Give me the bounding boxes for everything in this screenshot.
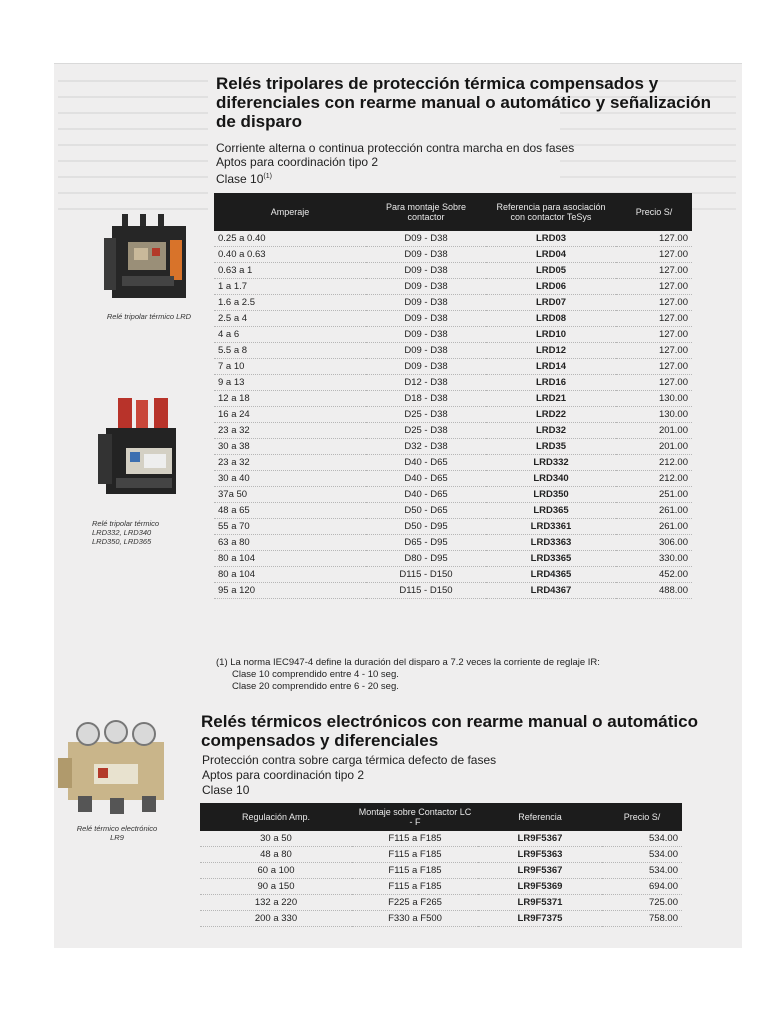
cell-reg: 30 a 50: [200, 831, 352, 847]
cell-ref: LR9F7375: [478, 911, 602, 927]
header-amperaje: Amperaje: [214, 193, 366, 231]
cell-ref: LRD3361: [486, 519, 616, 535]
cell-mont: D80 - D95: [366, 551, 486, 567]
cell-mont: F225 a F265: [352, 895, 478, 911]
cell-price: 534.00: [602, 863, 682, 879]
table-row: [214, 343, 692, 359]
table-row: [214, 567, 692, 583]
cell-mont: F115 a F185: [352, 831, 478, 847]
cell-ref: LRD04: [486, 247, 616, 263]
cell-price: 127.00: [616, 263, 692, 279]
cell-price: 127.00: [616, 295, 692, 311]
cell-ref: LRD332: [486, 455, 616, 471]
cell-price: 725.00: [602, 895, 682, 911]
table-row: [200, 895, 682, 911]
footnote: [216, 657, 716, 693]
table-row: [214, 247, 692, 263]
cell-amp: 9 a 13: [214, 375, 366, 391]
cell-amp: 5.5 a 8: [214, 343, 366, 359]
cell-mont: D12 - D38: [366, 375, 486, 391]
table-row: [200, 831, 682, 847]
table-row: [214, 439, 692, 455]
cell-price: 130.00: [616, 407, 692, 423]
footnote-line-3: Clase 20 comprendido entre 6 - 20 seg.: [232, 681, 399, 692]
table-row: [214, 535, 692, 551]
section1-clase-label: Clase 10: [216, 172, 264, 186]
cell-mont: D09 - D38: [366, 247, 486, 263]
cell-amp: 37a 50: [214, 487, 366, 503]
table-row: [214, 359, 692, 375]
cell-ref: LR9F5363: [478, 847, 602, 863]
header-referencia: Referencia para asociación con contactor TeSys: [486, 193, 616, 231]
table-row: [214, 583, 692, 599]
cell-amp: 2.5 a 4: [214, 311, 366, 327]
section1-title-line-2: diferenciales con rearme manual o automático y señalización: [216, 93, 712, 112]
cell-amp: 30 a 40: [214, 471, 366, 487]
cell-ref: LRD35: [486, 439, 616, 455]
cell-ref: LRD3365: [486, 551, 616, 567]
cell-price: 306.00: [616, 535, 692, 551]
cell-mont: D09 - D38: [366, 231, 486, 247]
caption-relay-lrd332-line-3: LRD350, LRD365: [92, 537, 152, 546]
cell-amp: 16 a 24: [214, 407, 366, 423]
table-row: [200, 863, 682, 879]
table-row: [214, 407, 692, 423]
cell-amp: 30 a 38: [214, 439, 366, 455]
section1-title-line-3: de disparo: [216, 112, 302, 131]
header-precio: Precio S/: [616, 193, 692, 231]
cell-mont: D09 - D38: [366, 343, 486, 359]
caption-relay-lrd332: [92, 519, 184, 546]
section1-title-line-1: Relés tripolares de protección térmica compensados y: [216, 74, 659, 93]
cell-mont: F115 a F185: [352, 847, 478, 863]
cell-ref: LRD10: [486, 327, 616, 343]
header-referencia-lr9: Referencia: [478, 803, 602, 831]
cell-price: 758.00: [602, 911, 682, 927]
table-row: [214, 423, 692, 439]
cell-mont: D65 - D95: [366, 535, 486, 551]
cell-mont: D25 - D38: [366, 407, 486, 423]
section1-subtitle-2: Aptos para coordinación tipo 2: [216, 155, 379, 169]
caption-relay-lr9-line-1: Relé térmico electrónico: [76, 824, 158, 833]
section1-title: [216, 74, 736, 131]
caption-relay-lr9: [64, 824, 170, 842]
section2-title-line-2: compensados y diferenciales: [201, 731, 439, 750]
table-row: [214, 327, 692, 343]
table-row: [214, 295, 692, 311]
cell-mont: D40 - D65: [366, 487, 486, 503]
cell-mont: F115 a F185: [352, 879, 478, 895]
table-row: [214, 279, 692, 295]
cell-mont: D40 - D65: [366, 471, 486, 487]
cell-mont: D09 - D38: [366, 327, 486, 343]
section2-title-line-1: Relés térmicos electrónicos con rearme manual o automático: [201, 712, 698, 731]
footnote-ref: (1): [263, 173, 272, 180]
cell-reg: 132 a 220: [200, 895, 352, 911]
cell-amp: 95 a 120: [214, 583, 366, 599]
cell-amp: 23 a 32: [214, 423, 366, 439]
section2-subtitle-3: Clase 10: [202, 783, 250, 797]
table-row: [214, 551, 692, 567]
relay-lrd-image: [104, 212, 192, 304]
cell-ref: LRD21: [486, 391, 616, 407]
cell-mont: D115 - D150: [366, 567, 486, 583]
footnote-line-1: (1) La norma IEC947-4 define la duración del disparo a 7.2 veces la corriente de reglaje IR:: [216, 657, 600, 668]
table-row: [214, 263, 692, 279]
header-regulacion: Regulación Amp.: [200, 803, 352, 831]
cell-ref: LRD03: [486, 231, 616, 247]
cell-ref: LRD16: [486, 375, 616, 391]
section1-subtitle-3: [216, 170, 272, 186]
table-row: [214, 311, 692, 327]
cell-ref: LRD365: [486, 503, 616, 519]
lrd-table-header: [214, 193, 692, 231]
cell-mont: D09 - D38: [366, 359, 486, 375]
table-row: [200, 847, 682, 863]
cell-mont: D25 - D38: [366, 423, 486, 439]
cell-price: 251.00: [616, 487, 692, 503]
cell-reg: 60 a 100: [200, 863, 352, 879]
cell-ref: LRD340: [486, 471, 616, 487]
cell-ref: LR9F5371: [478, 895, 602, 911]
cell-reg: 200 a 330: [200, 911, 352, 927]
section2-subtitle-2: Aptos para coordinación tipo 2: [202, 768, 365, 782]
cell-price: 127.00: [616, 343, 692, 359]
cell-amp: 80 a 104: [214, 551, 366, 567]
cell-ref: LRD14: [486, 359, 616, 375]
table-row: [214, 455, 692, 471]
cell-price: 534.00: [602, 847, 682, 863]
cell-price: 127.00: [616, 279, 692, 295]
table-row: [214, 231, 692, 247]
cell-ref: LRD08: [486, 311, 616, 327]
lr9-table-header: [200, 803, 682, 831]
cell-price: 212.00: [616, 471, 692, 487]
cell-ref: LR9F5367: [478, 863, 602, 879]
cell-ref: LRD3363: [486, 535, 616, 551]
table-row: [200, 879, 682, 895]
cell-mont: D09 - D38: [366, 295, 486, 311]
cell-ref: LRD32: [486, 423, 616, 439]
cell-price: 127.00: [616, 327, 692, 343]
cell-ref: LRD07: [486, 295, 616, 311]
cell-amp: 55 a 70: [214, 519, 366, 535]
cell-amp: 23 a 32: [214, 455, 366, 471]
cell-ref: LRD06: [486, 279, 616, 295]
cell-amp: 12 a 18: [214, 391, 366, 407]
cell-reg: 90 a 150: [200, 879, 352, 895]
cell-ref: LR9F5369: [478, 879, 602, 895]
table-row: [214, 391, 692, 407]
cell-mont: D50 - D95: [366, 519, 486, 535]
cell-price: 694.00: [602, 879, 682, 895]
cell-mont: D40 - D65: [366, 455, 486, 471]
footnote-line-2: Clase 10 comprendido entre 4 - 10 seg.: [232, 669, 399, 680]
cell-amp: 48 a 65: [214, 503, 366, 519]
cell-ref: LRD05: [486, 263, 616, 279]
page-edge-line: [54, 63, 742, 64]
table-row: [214, 519, 692, 535]
cell-price: 452.00: [616, 567, 692, 583]
cell-mont: D50 - D65: [366, 503, 486, 519]
section2-subtitle-1: Protección contra sobre carga térmica defecto de fases: [202, 753, 497, 767]
cell-price: 488.00: [616, 583, 692, 599]
header-montaje: Para montaje Sobre contactor: [366, 193, 486, 231]
cell-price: 201.00: [616, 439, 692, 455]
cell-ref: LRD4365: [486, 567, 616, 583]
lr9-price-table: [200, 803, 682, 927]
cell-amp: 63 a 80: [214, 535, 366, 551]
header-montaje-lc-f: Montaje sobre Contactor LC - F: [352, 803, 478, 831]
caption-relay-lrd: Relé tripolar térmico LRD: [106, 312, 192, 321]
table-row: [214, 471, 692, 487]
cell-price: 330.00: [616, 551, 692, 567]
caption-relay-lrd332-line-1: Relé tripolar térmico: [92, 519, 160, 528]
cell-mont: D09 - D38: [366, 279, 486, 295]
cell-price: 127.00: [616, 359, 692, 375]
table-row: [214, 487, 692, 503]
cell-amp: 1.6 a 2.5: [214, 295, 366, 311]
table-row: [200, 911, 682, 927]
cell-amp: 7 a 10: [214, 359, 366, 375]
cell-amp: 0.63 a 1: [214, 263, 366, 279]
table-row: [214, 375, 692, 391]
cell-ref: LRD22: [486, 407, 616, 423]
cell-price: 127.00: [616, 247, 692, 263]
section1-subtitle-1: Corriente alterna o continua protección contra marcha en dos fases: [216, 141, 575, 155]
bleed-through-text-left: [58, 70, 208, 210]
cell-price: 212.00: [616, 455, 692, 471]
cell-amp: 1 a 1.7: [214, 279, 366, 295]
section2-title: [201, 712, 731, 750]
cell-mont: D115 - D150: [366, 583, 486, 599]
relay-lr9-image: [58, 718, 174, 816]
cell-amp: 4 a 6: [214, 327, 366, 343]
cell-price: 130.00: [616, 391, 692, 407]
lrd-price-table: [214, 193, 692, 599]
cell-price: 534.00: [602, 831, 682, 847]
cell-ref: LRD12: [486, 343, 616, 359]
cell-price: 127.00: [616, 311, 692, 327]
caption-relay-lrd332-line-2: LRD332, LRD340: [92, 528, 152, 537]
cell-mont: D09 - D38: [366, 263, 486, 279]
cell-price: 127.00: [616, 231, 692, 247]
cell-price: 261.00: [616, 503, 692, 519]
cell-amp: 0.40 a 0.63: [214, 247, 366, 263]
table-row: [214, 503, 692, 519]
cell-amp: 0.25 a 0.40: [214, 231, 366, 247]
cell-amp: 80 a 104: [214, 567, 366, 583]
cell-mont: F330 a F500: [352, 911, 478, 927]
cell-ref: LRD4367: [486, 583, 616, 599]
caption-relay-lr9-line-2: LR9: [110, 833, 124, 842]
cell-price: 127.00: [616, 375, 692, 391]
cell-mont: F115 a F185: [352, 863, 478, 879]
cell-mont: D32 - D38: [366, 439, 486, 455]
relay-lrd332-image: [96, 398, 186, 498]
cell-mont: D09 - D38: [366, 311, 486, 327]
cell-ref: LR9F5367: [478, 831, 602, 847]
cell-price: 201.00: [616, 423, 692, 439]
cell-ref: LRD350: [486, 487, 616, 503]
cell-reg: 48 a 80: [200, 847, 352, 863]
cell-price: 261.00: [616, 519, 692, 535]
header-precio-lr9: Precio S/: [602, 803, 682, 831]
cell-mont: D18 - D38: [366, 391, 486, 407]
